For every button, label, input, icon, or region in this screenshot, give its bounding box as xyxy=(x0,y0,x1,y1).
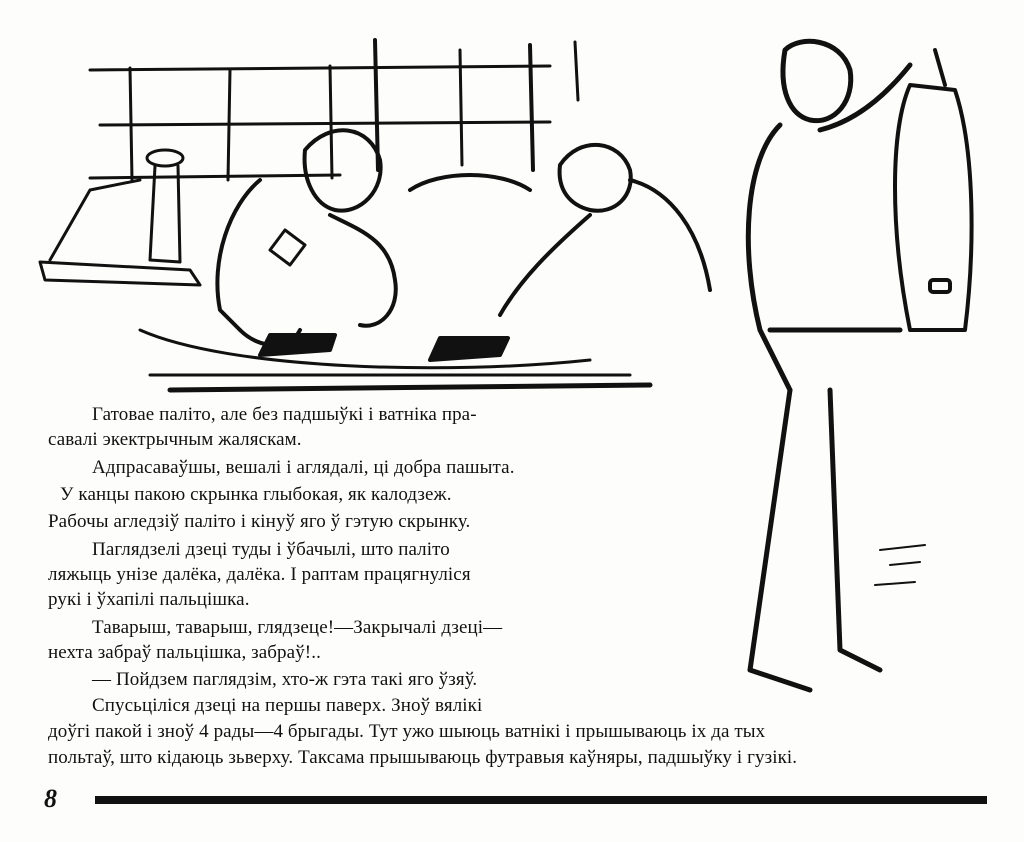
sewing-machine xyxy=(40,150,200,285)
text-line: доўгі пакой і зноў 4 рады—4 брыгады. Тут ужо шыюць ватнікі і прышываюць іх да тых xyxy=(48,721,766,742)
text-line: рукі і ўхапілі пальцішка. xyxy=(48,589,250,610)
worker-middle xyxy=(410,145,710,315)
floor-lines xyxy=(875,545,925,585)
ironing-table xyxy=(140,330,650,390)
text-line: Спусьціліся дзеці на першы паверх. Зноў вялікі xyxy=(92,695,483,716)
iron-left xyxy=(260,335,335,355)
text-line: Адпрасаваўшы, вешалі і аглядалі, ці добра пашыта. xyxy=(92,457,515,478)
text-line: савалі экектрычным жаляскам. xyxy=(48,429,302,450)
iron-middle xyxy=(430,338,508,360)
text-line: ляжыць унізе далёка, далёка. І раптам працягнуліся xyxy=(48,564,471,585)
worker-right xyxy=(748,41,910,690)
hanging-coat xyxy=(895,50,972,330)
text-line: Таварыш, таварыш, глядзеце!—Закрычалі дзеці— xyxy=(92,617,503,638)
text-line: У канцы пакою скрынка глыбокая, як калодзеж. xyxy=(60,484,452,505)
worker-left xyxy=(217,130,395,345)
window-frame xyxy=(90,40,578,180)
text-line: нехта забраў пальцішка, забраў!.. xyxy=(48,642,321,663)
page-number: 8 xyxy=(44,784,57,813)
text-line: польтаў, што кідаюць зьверху. Таксама прышываюць футравыя каўняры, падшыўку і гузікі. xyxy=(48,747,798,768)
text-line: Рабочы агледзіў паліто і кінуў яго ў гэтую скрынку. xyxy=(48,511,471,532)
text-line: — Пойдзем паглядзім, хто-ж гэта такі яго ўзяў. xyxy=(92,669,478,690)
text-line: Паглядзелі дзеці туды і ўбачылі, што паліто xyxy=(92,539,450,560)
footer-rule xyxy=(95,796,987,804)
text-line: Гатовае паліто, але без падшыўкі і ватніка пра- xyxy=(92,404,477,425)
